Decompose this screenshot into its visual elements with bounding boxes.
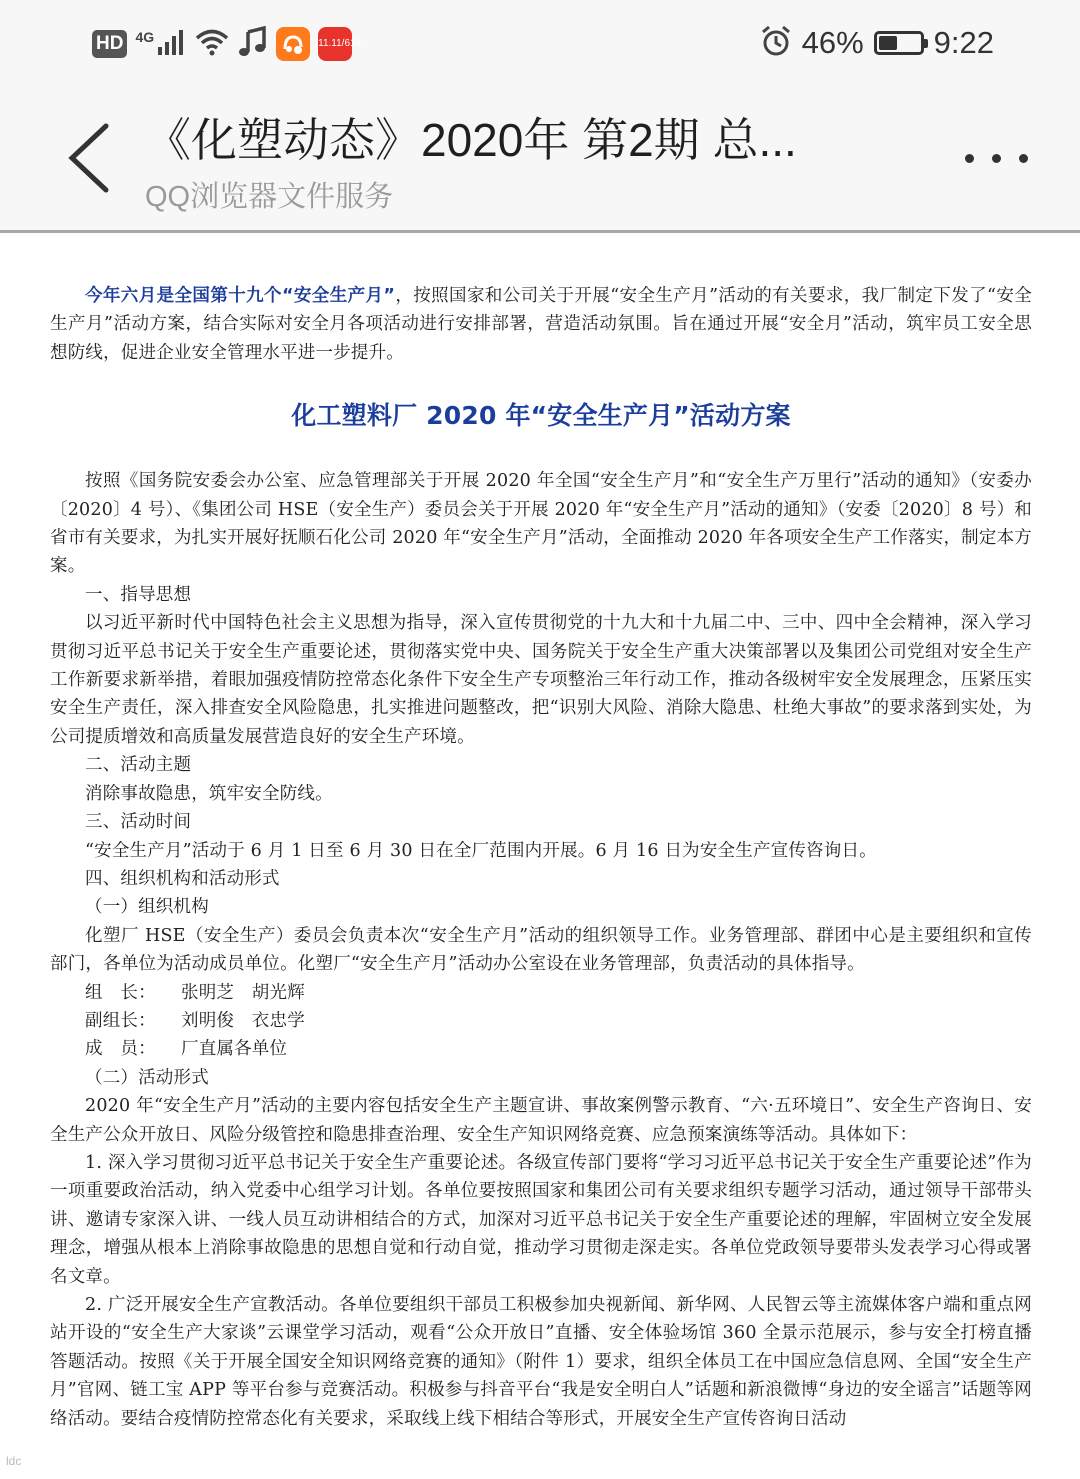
signal-icon <box>156 27 186 61</box>
battery-level-fill <box>879 36 897 50</box>
app-header <box>0 86 1080 233</box>
watermark: ldc <box>6 1454 22 1468</box>
paragraph-organization: 化塑厂 HSE（安全生产）委员会负责本次“安全生产月”活动的组织领导工作。业务管理部、群团中心是主要组织和宣传部门，各单位为活动成员单位。化塑厂“安全生产月”活动办公室设在业务管理部，负责活动的具体指导。 <box>50 925 1032 975</box>
member-names: 厂直属各单位 <box>181 1039 288 1060</box>
more-options-button[interactable] <box>958 138 1034 178</box>
battery-percent: 46% <box>801 25 864 60</box>
document-source-label: QQ浏览器文件服务 <box>145 181 394 213</box>
alarm-clock-icon <box>760 25 792 61</box>
more-icon <box>965 154 974 163</box>
paragraph-guiding-ideology: 以习近平新时代中国特色社会主义思想为指导，深入宣传贯彻党的十九大和十九届二中、三中、四中全会精神，深入学习贯彻习近平总书记关于安全生产重要论述，贯彻落实党中央、国务院关于安全生产重大决策部署以及集团公司党组对安全生产工作新要求新举措，着眼加强疫情防控常态化条件下安全生产专项整治三年行动工作，推动各级树牢安全发展理念，压紧压实安全生产责任，深入排查安全风险隐患，扎实推进问题整改，把“识别大风险、消除大隐患、杜绝大事故”的要求落到实处，为公司提质增效和高质量发展营造良好的安全生产环境。 <box>50 613 1032 747</box>
uc-browser-icon <box>276 27 310 61</box>
member-names: 刘明俊 衣忠学 <box>181 1010 305 1031</box>
document-page <box>50 282 1032 1433</box>
subsection-heading-organization: （一）组织机构 <box>85 897 209 918</box>
paragraph-item-2: 2. 广泛开展安全生产宣教活动。各单位要组织干部员工积极参加央视新闻、新华网、人民智云等主流媒体客户端和重点网站开设的“安全生产大家谈”云课堂学习活动，观看“公众开放日”直播、安全体验场馆 360 全景示范展示，参与安全打榜直播答题活动。按照《关于开展全国安全知识网络竞赛的通知》（附件 1）要求，组织全体员工在中国应急信息网、全国“安全生产月”官网、链工宝 APP 等平台参与竞赛活动。积极参与抖音平台“我是安全明白人”话题和新浪微博“身边的安全谣言”话题等网络活动。要结合疫情防控常态化有关要求，采取线上线下相结合等形式，开展安全生产宣传咨询日活动 <box>50 1295 1032 1429</box>
status-left-group <box>92 24 362 64</box>
member-row-deputy <box>50 1007 1032 1035</box>
section-heading-theme: 二、活动主题 <box>85 755 192 776</box>
member-role: 组 长： <box>85 982 156 1003</box>
status-right-group <box>760 22 994 64</box>
section-heading-guiding-ideology: 一、指导思想 <box>85 584 192 605</box>
subsection-heading-activity-forms: （二）活动形式 <box>85 1067 209 1088</box>
paragraph-time: “安全生产月”活动于 6 月 1 日至 6 月 30 日在全厂范围内开展。6 月 16 日为安全生产宣传咨询日。 <box>85 840 877 861</box>
status-clock: 9:22 <box>933 25 994 60</box>
document-title: 《化塑动态》2020年 第2期 总... <box>145 114 797 166</box>
intro-highlight: 今年六月是全国第十九个“安全生产月” <box>85 286 396 306</box>
member-row-members <box>50 1035 1032 1063</box>
wifi-icon <box>194 27 230 61</box>
member-role: 成 员： <box>85 1039 156 1060</box>
network-type-label: 4G <box>135 29 155 45</box>
battery-icon <box>874 31 924 55</box>
paragraph-activity-forms: 2020 年“安全生产月”活动的主要内容包括安全生产主题宣讲、事故案例警示教育、“六·五环境日”、安全生产咨询日、安全生产公众开放日、风险分级管控和隐患排查治理、安全生产知识网络竞赛、应急预案演练等活动。具体如下： <box>50 1096 1032 1145</box>
section-heading-time: 三、活动时间 <box>85 812 192 833</box>
intro-text: ，按照国家和公司关于开展“安全生产月”活动的有关要求，我厂制定下发了“安全生产月”活动方案，结合实际对安全月各项活动进行安排部署，营造活动氛围。旨在通过开展“安全月”活动，筑牢员工安全思想防线，促进企业安全管理水平进一步提升。 <box>50 286 1032 363</box>
music-icon <box>238 26 268 62</box>
paragraph-basis: 按照《国务院安委会办公室、应急管理部关于开展 2020 年全国“安全生产月”和“安全生产万里行”活动的通知》（安委办〔2020〕4 号）、《集团公司 HSE（安全生产）委员会关于开展 2020 年“安全生产月”活动的通知》（安委〔2020〕8 号）和省市有关要求，为扎实开展好抚顺石化公司 2020 年“安全生产月”活动，全面推动 2020 年各项安全生产工作落实，制定本方案。 <box>50 471 1032 577</box>
member-role: 副组长： <box>85 1010 156 1031</box>
member-row-leader <box>50 979 1032 1007</box>
shopping-app-icon: 11.11/618 <box>318 27 352 61</box>
paragraph-item-1: 1. 深入学习贯彻习近平总书记关于安全生产重要论述。各级宣传部门要将“学习习近平总书记关于安全生产重要论述”作为一项重要政治活动，纳入党委中心组学习计划。各单位要按照国家和集团公司有关要求组织专题学习活动，通过领导干部带头讲、邀请专家深入讲、一线人员互动讲相结合的方式，加深对习近平总书记关于安全生产重要论述的理解，牢固树立安全发展理念，增强从根本上消除事故隐患的思想自觉和行动自觉，推动学习贯彻走深走实。各单位党政领导要带头发表学习心得或署名文章。 <box>50 1152 1032 1287</box>
paragraph-theme: 消除事故隐患，筑牢安全防线。 <box>85 783 333 804</box>
hd-badge: HD <box>92 30 127 58</box>
chevron-left-icon <box>60 120 120 196</box>
member-names: 张明芝 胡光辉 <box>181 982 305 1003</box>
plan-title: 化工塑料厂 2020 年“安全生产月”活动方案 <box>291 401 791 431</box>
section-heading-organization: 四、组织机构和活动形式 <box>85 868 280 889</box>
status-bar <box>0 0 1080 86</box>
intro-paragraph <box>50 282 1032 367</box>
back-button[interactable] <box>60 120 120 196</box>
